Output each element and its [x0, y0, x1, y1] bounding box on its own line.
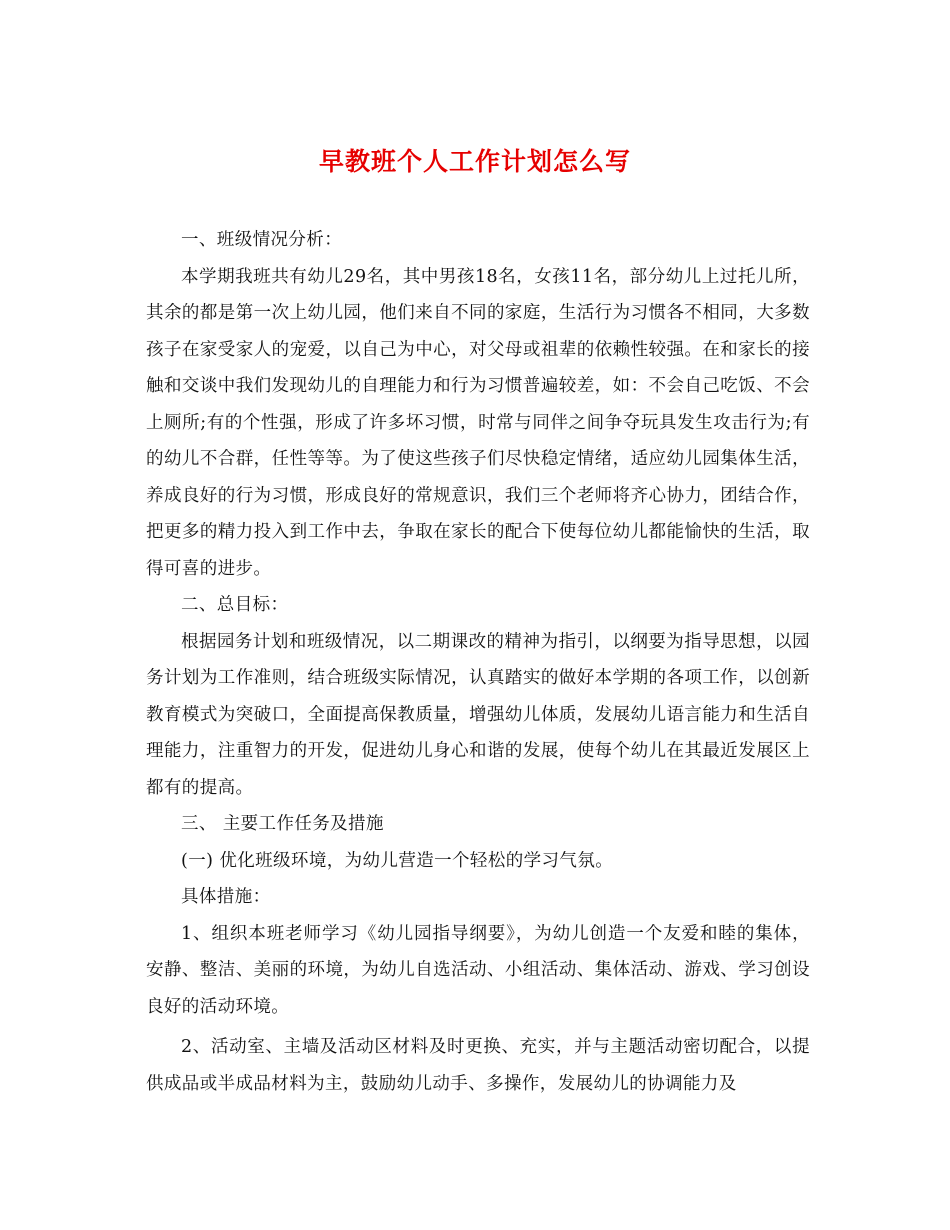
- section-heading-overall-goal: 二、总目标：: [181, 595, 289, 615]
- subsection-heading-environment: (一) 优化班级环境，为幼儿营造一个轻松的学习气氛。: [181, 850, 614, 871]
- section-heading-main-tasks: 三、 主要工作任务及措施: [181, 814, 384, 834]
- measure-item-1: 1、组织本班老师学习《幼儿园指导纲要》，为幼儿创造一个友爱和睦的集体，安静、整洁、美丽的环境，为幼儿自选活动、小组活动、集体活动、游戏、学习创设良好的活动环境。: [146, 923, 810, 1017]
- document-title: 早教班个人工作计划怎么写: [318, 147, 631, 176]
- section-heading-class-analysis: 一、班级情况分析：: [181, 230, 343, 250]
- paragraph-class-analysis: 本学期我班共有幼儿29名，其中男孩18名，女孩11名，部分幼儿上过托儿所，其余的都是第一次上幼儿园，他们来自不同的家庭，生活行为习惯各不相同，大多数孩子在家受家人的宠爱，以自己为中心，对父母或祖辈的依赖性较强。在和家长的接触和交谈中我们发现幼儿的自理能力和行为习惯普遍较差，如：不会自己吃饭、不会上厕所;有的个性强，形成了许多坏习惯，时常与同伴之间争夺玩具发生攻击行为;有的幼儿不合群，任性等等。为了使这些孩子们尽快稳定情绪，适应幼儿园集体生活，养成良好的行为习惯，形成良好的常规意识，我们三个老师将齐心协力，团结合作，把更多的精力投入到工作中去，争取在家长的配合下使每位幼儿都能愉快的生活，取得可喜的进步。: [146, 266, 810, 579]
- measures-label: 具体措施：: [181, 887, 271, 907]
- paragraph-overall-goal: 根据园务计划和班级情况，以二期课改的精神为指引，以纲要为指导思想，以园务计划为工作准则，结合班级实际情况，认真踏实的做好本学期的各项工作，以创新教育模式为突破口，全面提高保教质量，增强幼儿体质，发展幼儿语言能力和生活自理能力，注重智力的开发，促进幼儿身心和谐的发展，使每个幼儿在其最近发展区上都有的提高。: [146, 631, 810, 798]
- document-body: [146, 222, 810, 1102]
- measure-item-2: 2、活动室、主墙及活动区材料及时更换、充实，并与主题活动密切配合，以提供成品或半成品材料为主，鼓励幼儿动手、多操作，发展幼儿的协调能力及: [146, 1037, 810, 1094]
